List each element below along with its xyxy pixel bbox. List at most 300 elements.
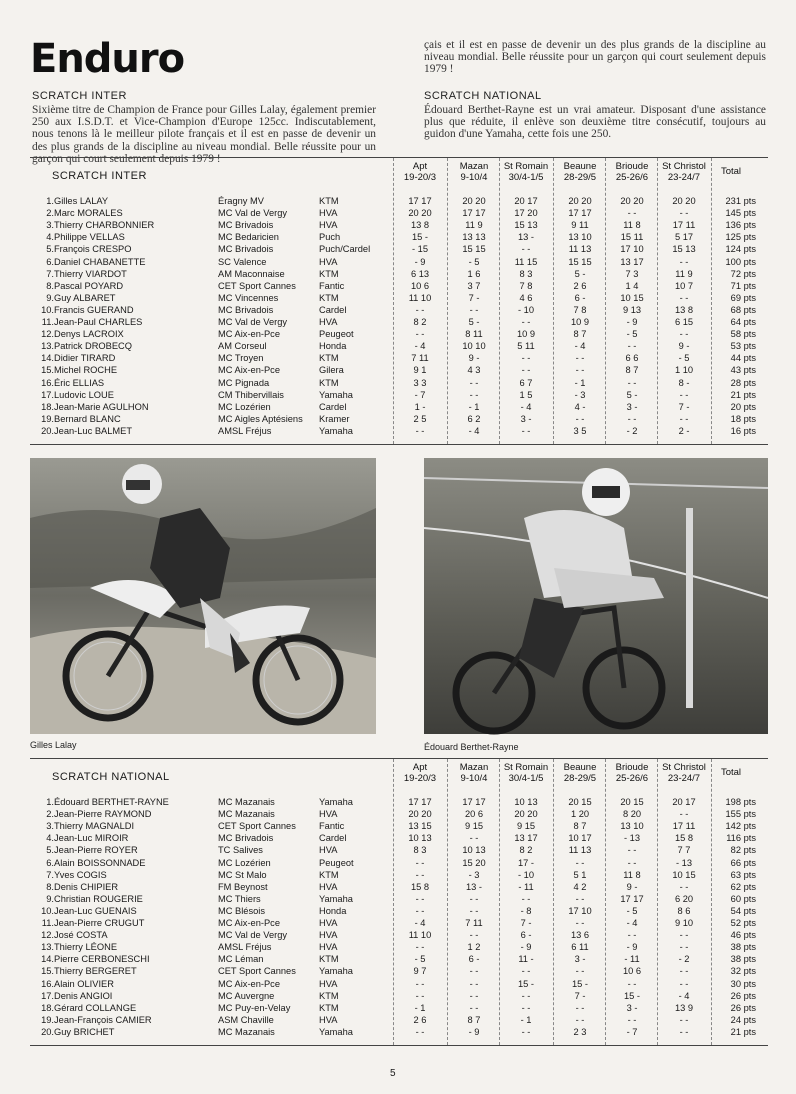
column-header-date: 25-26/6 (615, 773, 649, 784)
rider-rank: 17. (41, 990, 54, 1001)
rider-score: 6 - (574, 292, 586, 303)
rider-score: 15 8 (674, 833, 694, 844)
rider-club: AMSL Fréjus (218, 425, 272, 436)
total-column-header: Total (720, 166, 742, 177)
rider-bike: Yamaha (319, 1026, 353, 1037)
rider-score: 8 6 (677, 905, 691, 916)
rider-club: MC Auvergne (218, 990, 275, 1001)
rider-score: 17 17 (568, 208, 592, 219)
rider-total: 82 pts (730, 845, 756, 856)
rider-score: 17 20 (514, 208, 538, 219)
rider-score: 10 13 (408, 833, 432, 844)
rider-score: 5 11 (517, 341, 535, 352)
rider-club: CET Sport Cannes (218, 280, 296, 291)
rider-score: - 2 (626, 425, 638, 436)
rider-score: 2 6 (573, 280, 587, 291)
rider-score: 11 9 (465, 220, 483, 231)
rider-score: - 4 (626, 918, 638, 928)
rider-score: 8 3 (519, 268, 533, 279)
rider-score: 7 11 (465, 918, 483, 928)
rider-score: 20 20 (672, 196, 696, 206)
rider-score: - - (415, 425, 425, 436)
rider-score: - - (469, 377, 479, 388)
rider-score: - 13 (623, 833, 641, 844)
rider-club: MC Thiers (218, 893, 261, 904)
column-header-name: Brioude (615, 161, 649, 172)
rider-club: CET Sport Cannes (218, 966, 296, 977)
rider-score: 13 - (517, 232, 535, 243)
rider-score: - - (627, 377, 637, 388)
rider-score: 11 8 (623, 869, 641, 880)
rider-score: - 9 (626, 942, 638, 953)
rider-club: MC Mazanais (218, 1026, 275, 1037)
rider-score: 13 10 (620, 821, 644, 832)
rider-score: - - (679, 930, 689, 941)
rider-rank: 6. (46, 256, 54, 267)
rider-score: 17 11 (672, 821, 696, 832)
rider-score: - - (415, 869, 425, 880)
rider-score: - - (679, 413, 689, 424)
column-separator (447, 158, 448, 444)
rider-score: - 4 (414, 341, 426, 352)
rider-bike: Gilera (319, 365, 344, 376)
rider-score: 7 11 (411, 353, 429, 364)
rider-score: - - (469, 930, 479, 941)
rider-score: - 4 (468, 425, 480, 436)
rider-rank: 2. (46, 208, 54, 219)
rider-score: - - (521, 425, 531, 436)
rider-name: Christian ROUGERIE (54, 893, 143, 904)
rider-score: - 4 (574, 341, 586, 352)
column-header-date: 23-24/7 (667, 172, 701, 183)
inter-intro-continued: çais et il est en passe de devenir un des plus grands de la discipline au niveau mondial. Belle réussite pour un garçon qui court seulement depuis 1979 ! (424, 39, 766, 76)
rider-score: - 3 (574, 389, 586, 400)
rider-total: 46 pts (730, 930, 756, 941)
rider-name: Thierry VIARDOT (54, 268, 127, 279)
rider-score: - - (575, 365, 585, 376)
rider-score: 2 - (678, 425, 690, 436)
total-column-header: Total (720, 767, 742, 778)
rider-club: AM Corseul (218, 341, 267, 352)
rider-total: 124 pts (725, 244, 756, 255)
rider-score: - 4 (678, 990, 690, 1001)
rider-rank: 9. (46, 292, 54, 303)
rider-club: ASM Chaville (218, 1014, 274, 1025)
column-header (606, 161, 658, 183)
rider-score: - - (521, 1002, 531, 1013)
rider-score: 8 11 (465, 329, 483, 340)
column-separator (657, 759, 658, 1045)
rider-score: 10 9 (516, 329, 536, 340)
rider-score: - - (415, 857, 425, 868)
rider-name: Jean-Luc MIROIR (54, 833, 129, 844)
rider-bike: Yamaha (319, 425, 353, 436)
rider-score: - 9 (468, 1026, 480, 1037)
rider-rank: 10. (41, 905, 54, 916)
rider-name: Thierry MAGNALDI (54, 821, 135, 832)
rider-score: 20 20 (462, 196, 486, 206)
column-header-date: 25-26/6 (615, 172, 649, 183)
rider-score: 4 3 (467, 365, 481, 376)
rider-total: 26 pts (730, 990, 756, 1001)
rider-score: 15 - (411, 232, 429, 243)
column-separator (447, 759, 448, 1045)
rider-club: MC Puy-en-Velay (218, 1002, 291, 1013)
column-header-date: 30/4-1/5 (508, 773, 544, 784)
national-intro-text: Édouard Berthet-Rayne est un vrai amateur. Disposant d'une assistance plus que réduite, il enlève son deuxième titre consécutif, toujours au guidon d'une Yamaha, cette fois une 250. (424, 104, 766, 141)
rider-score: - - (521, 353, 531, 364)
rider-name: Marc MORALES (54, 208, 123, 219)
rider-rank: 6. (46, 857, 54, 868)
column-header (554, 161, 606, 183)
rider-score: 9 15 (464, 821, 484, 832)
rider-score: 15 11 (620, 232, 644, 243)
rider-name: José COSTA (54, 930, 108, 941)
rider-total: 58 pts (730, 329, 756, 340)
rider-total: 72 pts (730, 268, 756, 279)
rider-score: - - (575, 966, 585, 977)
rider-score: 20 20 (408, 208, 432, 219)
rider-bike: KTM (319, 1002, 339, 1013)
rider-score: 20 17 (672, 797, 696, 807)
column-header-name: St Romain (503, 762, 549, 773)
rider-score: 5 17 (674, 232, 694, 243)
rider-score: 8 20 (622, 809, 642, 820)
column-header (606, 762, 658, 784)
rider-bike: KTM (319, 268, 339, 279)
rider-name: Jean-Pierre RAYMOND (54, 809, 152, 820)
rider-score: - - (627, 413, 637, 424)
rider-club: MC Aix-en-Pce (218, 329, 280, 340)
rider-club: MC St Malo (218, 869, 267, 880)
column-header-date: 30/4-1/5 (508, 172, 544, 183)
rider-score: 13 9 (674, 1002, 694, 1013)
rider-score: - 7 (626, 1026, 638, 1037)
column-header-date: 9-10/4 (460, 773, 488, 784)
rider-bike: KTM (319, 954, 339, 965)
rider-total: 43 pts (730, 365, 756, 376)
page-title: Enduro (30, 36, 185, 82)
rider-score: 10 6 (622, 966, 642, 977)
rider-rank: 19. (41, 1014, 54, 1025)
rider-total: 116 pts (726, 833, 756, 844)
rider-total: 60 pts (730, 893, 756, 904)
rider-score: - 1 (574, 377, 586, 388)
rider-total: 21 pts (730, 389, 756, 400)
rider-score: 1 20 (570, 809, 590, 820)
rider-score: 7 - (574, 990, 586, 1001)
rider-total: 231 pts (725, 196, 756, 206)
rider-total: 54 pts (730, 905, 756, 916)
rider-name: Denis CHIPIER (54, 881, 119, 892)
rider-rank: 20. (41, 1026, 54, 1037)
rider-score: - - (469, 990, 479, 1001)
rider-score: 9 15 (516, 821, 536, 832)
rider-name: François CRESPO (54, 244, 132, 255)
rider-score: 10 9 (570, 317, 590, 327)
rider-name: Bernard BLANC (54, 413, 121, 424)
rider-rank: 16. (41, 978, 54, 989)
column-separator (605, 759, 606, 1045)
rider-score: 15 15 (462, 244, 486, 255)
rider-club: MC Lozérien (218, 857, 271, 868)
column-separator (605, 158, 606, 444)
page-number: 5 (390, 1068, 396, 1079)
rider-bike: HVA (319, 942, 338, 953)
rider-rank: 18. (41, 401, 54, 412)
rider-score: - - (469, 1002, 479, 1013)
rider-bike: HVA (319, 256, 338, 267)
rider-name: Alain OLIVIER (54, 978, 114, 989)
rider-score: 8 2 (413, 317, 427, 327)
rider-score: 13 - (465, 881, 483, 892)
rider-score: - - (679, 389, 689, 400)
rider-club: MC Aix-en-Pce (218, 978, 280, 989)
column-header-name: Beaune (563, 762, 597, 773)
rider-bike: HVA (319, 978, 338, 989)
rider-score: 10 15 (672, 869, 696, 880)
rider-score: - 5 (626, 329, 638, 340)
rider-club: MC Brivadois (218, 220, 274, 231)
rider-score: - - (679, 292, 689, 303)
rider-score: 6 11 (571, 942, 589, 953)
rider-club: AM Maconnaise (218, 268, 285, 279)
rider-score: 10 15 (620, 292, 644, 303)
rider-score: 20 20 (514, 809, 538, 820)
rider-total: 30 pts (730, 978, 756, 989)
rider-score: 5 - (468, 317, 480, 327)
rider-rank: 14. (41, 353, 54, 364)
rider-name: Didier TIRARD (54, 353, 116, 364)
rider-score: 6 2 (467, 413, 481, 424)
rider-score: - 10 (517, 869, 535, 880)
rider-name: Thierry BERGERET (54, 966, 137, 977)
rider-score: 7 3 (625, 268, 639, 279)
rider-rank: 13. (41, 942, 54, 953)
rider-total: 64 pts (730, 317, 756, 327)
column-header-date: 9-10/4 (460, 172, 488, 183)
rider-score: 10 13 (514, 797, 538, 807)
rider-rank: 13. (41, 341, 54, 352)
rider-rank: 7. (46, 869, 54, 880)
rider-score: 9 - (468, 353, 480, 364)
rider-score: - - (415, 329, 425, 340)
column-header-name: Brioude (615, 762, 649, 773)
column-header (658, 161, 710, 183)
rider-score: 6 6 (625, 353, 639, 364)
rider-score: - 5 (414, 954, 426, 965)
column-header (448, 762, 500, 784)
rider-bike: Cardel (319, 304, 347, 315)
rider-name: Alain BOISSONNADE (54, 857, 146, 868)
rider-score: 1 6 (467, 268, 481, 279)
rider-club: MC Brivadois (218, 833, 274, 844)
rider-score: 17 17 (408, 797, 432, 807)
rider-score: - - (415, 1026, 425, 1037)
rider-score: 6 - (520, 930, 532, 941)
rider-score: 7 - (678, 401, 690, 412)
rider-total: 145 pts (725, 208, 756, 219)
rider-rank: 4. (46, 833, 54, 844)
rider-score: - - (469, 893, 479, 904)
rider-club: Éragny MV (218, 196, 264, 206)
column-header-date: 28-29/5 (563, 172, 597, 183)
photo-gilles-lalay (30, 458, 376, 734)
rider-rank: 14. (41, 954, 54, 965)
column-separator (499, 759, 500, 1045)
rider-rank: 17. (41, 389, 54, 400)
rider-bike: Cardel (319, 833, 347, 844)
column-separator (711, 759, 712, 1045)
rider-bike: HVA (319, 317, 338, 327)
rider-rank: 11. (41, 317, 54, 327)
rider-score: 8 7 (625, 365, 639, 376)
rider-club: MC Blésois (218, 905, 266, 916)
rider-score: - 5 (626, 905, 638, 916)
rider-score: - - (627, 1014, 637, 1025)
column-header (500, 161, 552, 183)
rider-rank: 5. (46, 244, 54, 255)
rider-total: 20 pts (730, 401, 756, 412)
column-separator (657, 158, 658, 444)
rider-club: MC Bedaricien (218, 232, 279, 243)
rider-score: 7 - (468, 292, 480, 303)
rider-rank: 12. (41, 930, 54, 941)
rider-name: Francis GUERAND (54, 304, 134, 315)
rider-score: 17 11 (672, 220, 696, 231)
inter-table-title: SCRATCH INTER (52, 170, 147, 182)
column-header (500, 762, 552, 784)
rider-name: Jean-Marie AGULHON (54, 401, 149, 412)
rider-score: - 2 (678, 954, 690, 965)
rider-name: Thierry LÉONE (54, 942, 118, 953)
rider-score: - - (469, 389, 479, 400)
rider-score: 7 8 (573, 304, 587, 315)
rider-rank: 12. (41, 329, 54, 340)
column-header (658, 762, 710, 784)
rider-name: Pierre CERBONESCHI (54, 954, 150, 965)
rider-name: Patrick DROBECQ (54, 341, 133, 352)
rider-name: Gilles LALAY (54, 196, 109, 206)
rider-score: 3 - (626, 1002, 638, 1013)
column-header-name: St Christol (662, 161, 706, 172)
rider-score: - - (415, 304, 425, 315)
rider-bike: Yamaha (319, 966, 353, 977)
rider-score: 2 6 (413, 1014, 427, 1025)
rider-score: 17 10 (620, 244, 644, 255)
inter-heading: SCRATCH INTER (32, 90, 127, 102)
rider-score: - - (679, 942, 689, 953)
rider-score: 7 - (520, 918, 532, 928)
rider-name: Denis ANGIOI (54, 990, 113, 1001)
rider-score: - - (679, 966, 689, 977)
rider-score: - - (469, 978, 479, 989)
rider-rank: 15. (41, 365, 54, 376)
rider-total: 38 pts (730, 942, 756, 953)
rider-name: Guy BRICHET (54, 1026, 115, 1037)
rider-score: 6 20 (674, 893, 694, 904)
rider-score: 6 15 (674, 317, 694, 327)
rider-score: - - (679, 208, 689, 219)
rider-club: CM Thibervillais (218, 389, 284, 400)
rider-score: - 10 (517, 304, 535, 315)
rider-bike: Fantic (319, 821, 345, 832)
rider-score: - 4 (520, 401, 532, 412)
column-header-name: Mazan (459, 161, 489, 172)
rider-score: - - (415, 990, 425, 1001)
column-header-name: Apt (412, 762, 428, 773)
rider-rank: 2. (46, 809, 54, 820)
rider-score: 9 - (626, 881, 638, 892)
rider-name: Édouard BERTHET-RAYNE (54, 797, 169, 807)
rider-score: 1 10 (674, 365, 694, 376)
column-header (394, 762, 446, 784)
column-separator (499, 158, 500, 444)
rider-score: 13 17 (514, 833, 538, 844)
rider-score: - - (627, 845, 637, 856)
rider-club: FM Beynost (218, 881, 268, 892)
rider-score: 10 10 (462, 341, 486, 352)
rider-total: 24 pts (730, 1014, 756, 1025)
rider-score: - - (469, 833, 479, 844)
rider-score: 13 10 (568, 232, 592, 243)
rider-score: - - (575, 1002, 585, 1013)
rider-score: 15 20 (462, 857, 486, 868)
rider-score: 7 8 (519, 280, 533, 291)
rider-score: 8 7 (573, 329, 587, 340)
rider-score: 10 6 (410, 280, 430, 291)
rider-score: 5 - (626, 389, 638, 400)
column-header-date: 28-29/5 (563, 773, 597, 784)
rider-club: MC Mazanais (218, 809, 275, 820)
rider-total: 26 pts (730, 1002, 756, 1013)
rider-score: 2 3 (573, 1026, 587, 1037)
rider-score: 9 13 (622, 304, 642, 315)
rider-total: 142 pts (725, 821, 756, 832)
column-separator (393, 759, 394, 1045)
rider-score: - - (627, 208, 637, 219)
rider-score: - - (575, 893, 585, 904)
rider-score: 20 20 (620, 196, 644, 206)
rider-score: 3 - (626, 401, 638, 412)
rider-score: - - (679, 256, 689, 267)
rider-score: 9 11 (571, 220, 589, 231)
rider-total: 18 pts (730, 413, 756, 424)
column-header-name: Mazan (459, 762, 489, 773)
rider-bike: HVA (319, 930, 338, 941)
rider-score: - - (575, 918, 585, 928)
rider-score: - 11 (518, 881, 534, 892)
rider-score: 2 5 (413, 413, 427, 424)
rider-score: - 15 (411, 244, 429, 255)
rider-bike: Puch/Cardel (319, 244, 371, 255)
rider-bike: Yamaha (319, 797, 353, 807)
rider-score: 11 - (518, 954, 534, 965)
national-table-title: SCRATCH NATIONAL (52, 771, 170, 783)
rider-rank: 3. (46, 220, 54, 231)
rider-total: 71 pts (730, 280, 756, 291)
rider-score: 17 - (517, 857, 535, 868)
rider-rank: 15. (41, 966, 54, 977)
rider-score: 11 13 (568, 845, 592, 856)
rider-bike: Yamaha (319, 893, 353, 904)
rider-score: 20 20 (568, 196, 592, 206)
rider-score: - - (521, 966, 531, 977)
rider-score: 1 2 (467, 942, 481, 953)
rider-rank: 8. (46, 881, 54, 892)
rider-total: 44 pts (730, 353, 756, 364)
column-header-name: St Christol (662, 762, 706, 773)
